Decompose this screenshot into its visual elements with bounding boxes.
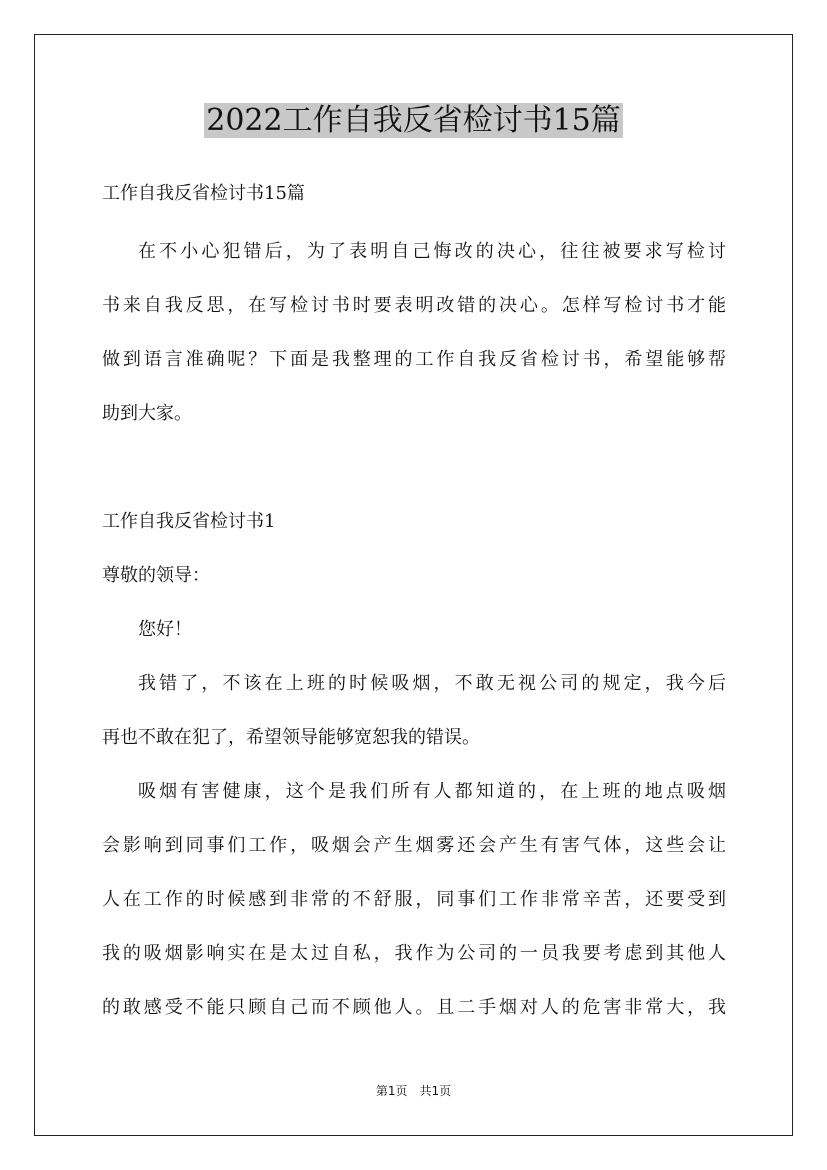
paragraph-line: 会影响到同事们工作，吸烟会产生烟雾还会产生有害气体，这些会让: [102, 835, 726, 856]
paragraph-line: 人在工作的时候感到非常的不舒服，同事们工作非常辛苦，还要受到: [102, 889, 726, 910]
paragraph-line: 我错了，不该在上班的时候吸烟，不敢无视公司的规定，我今后: [138, 673, 726, 694]
document-body: [102, 176, 726, 1035]
intro-line: 助到大家。: [102, 403, 192, 424]
paragraph-line: 再也不敢在犯了，希望领导能够宽恕我的错误。: [102, 727, 480, 748]
intro-paragraph: [102, 225, 726, 441]
section-title: 工作自我反省检讨书1: [102, 511, 276, 532]
intro-line: 在不小心犯错后，为了表明自己悔改的决心，往往被要求写检讨: [138, 241, 726, 262]
document-title-text: 2022工作自我反省检讨书15篇: [206, 103, 621, 138]
page-footer: 第1页 共1页: [375, 1084, 452, 1098]
paragraph-line: 的敢感受不能只顾自己而不顾他人。且二手烟对人的危害非常大，我: [102, 997, 726, 1018]
paragraph-line: 吸烟有害健康，这个是我们所有人都知道的，在上班的地点吸烟: [138, 781, 726, 802]
greeting: 您好！: [138, 619, 192, 640]
paragraph-1: [102, 657, 726, 765]
document-title: [0, 100, 827, 142]
intro-line: 做到语言准确呢？下面是我整理的工作自我反省检讨书，希望能够帮: [102, 349, 726, 370]
salutation: 尊敬的领导：: [102, 565, 210, 586]
subtitle: 工作自我反省检讨书15篇: [102, 183, 305, 204]
intro-line: 书来自我反思，在写检讨书时要表明改错的决心。怎样写检讨书才能: [102, 295, 726, 316]
paragraph-line: 我的吸烟影响实在是太过自私，我作为公司的一员我要考虑到其他人: [102, 943, 726, 964]
paragraph-2: [102, 765, 726, 1035]
